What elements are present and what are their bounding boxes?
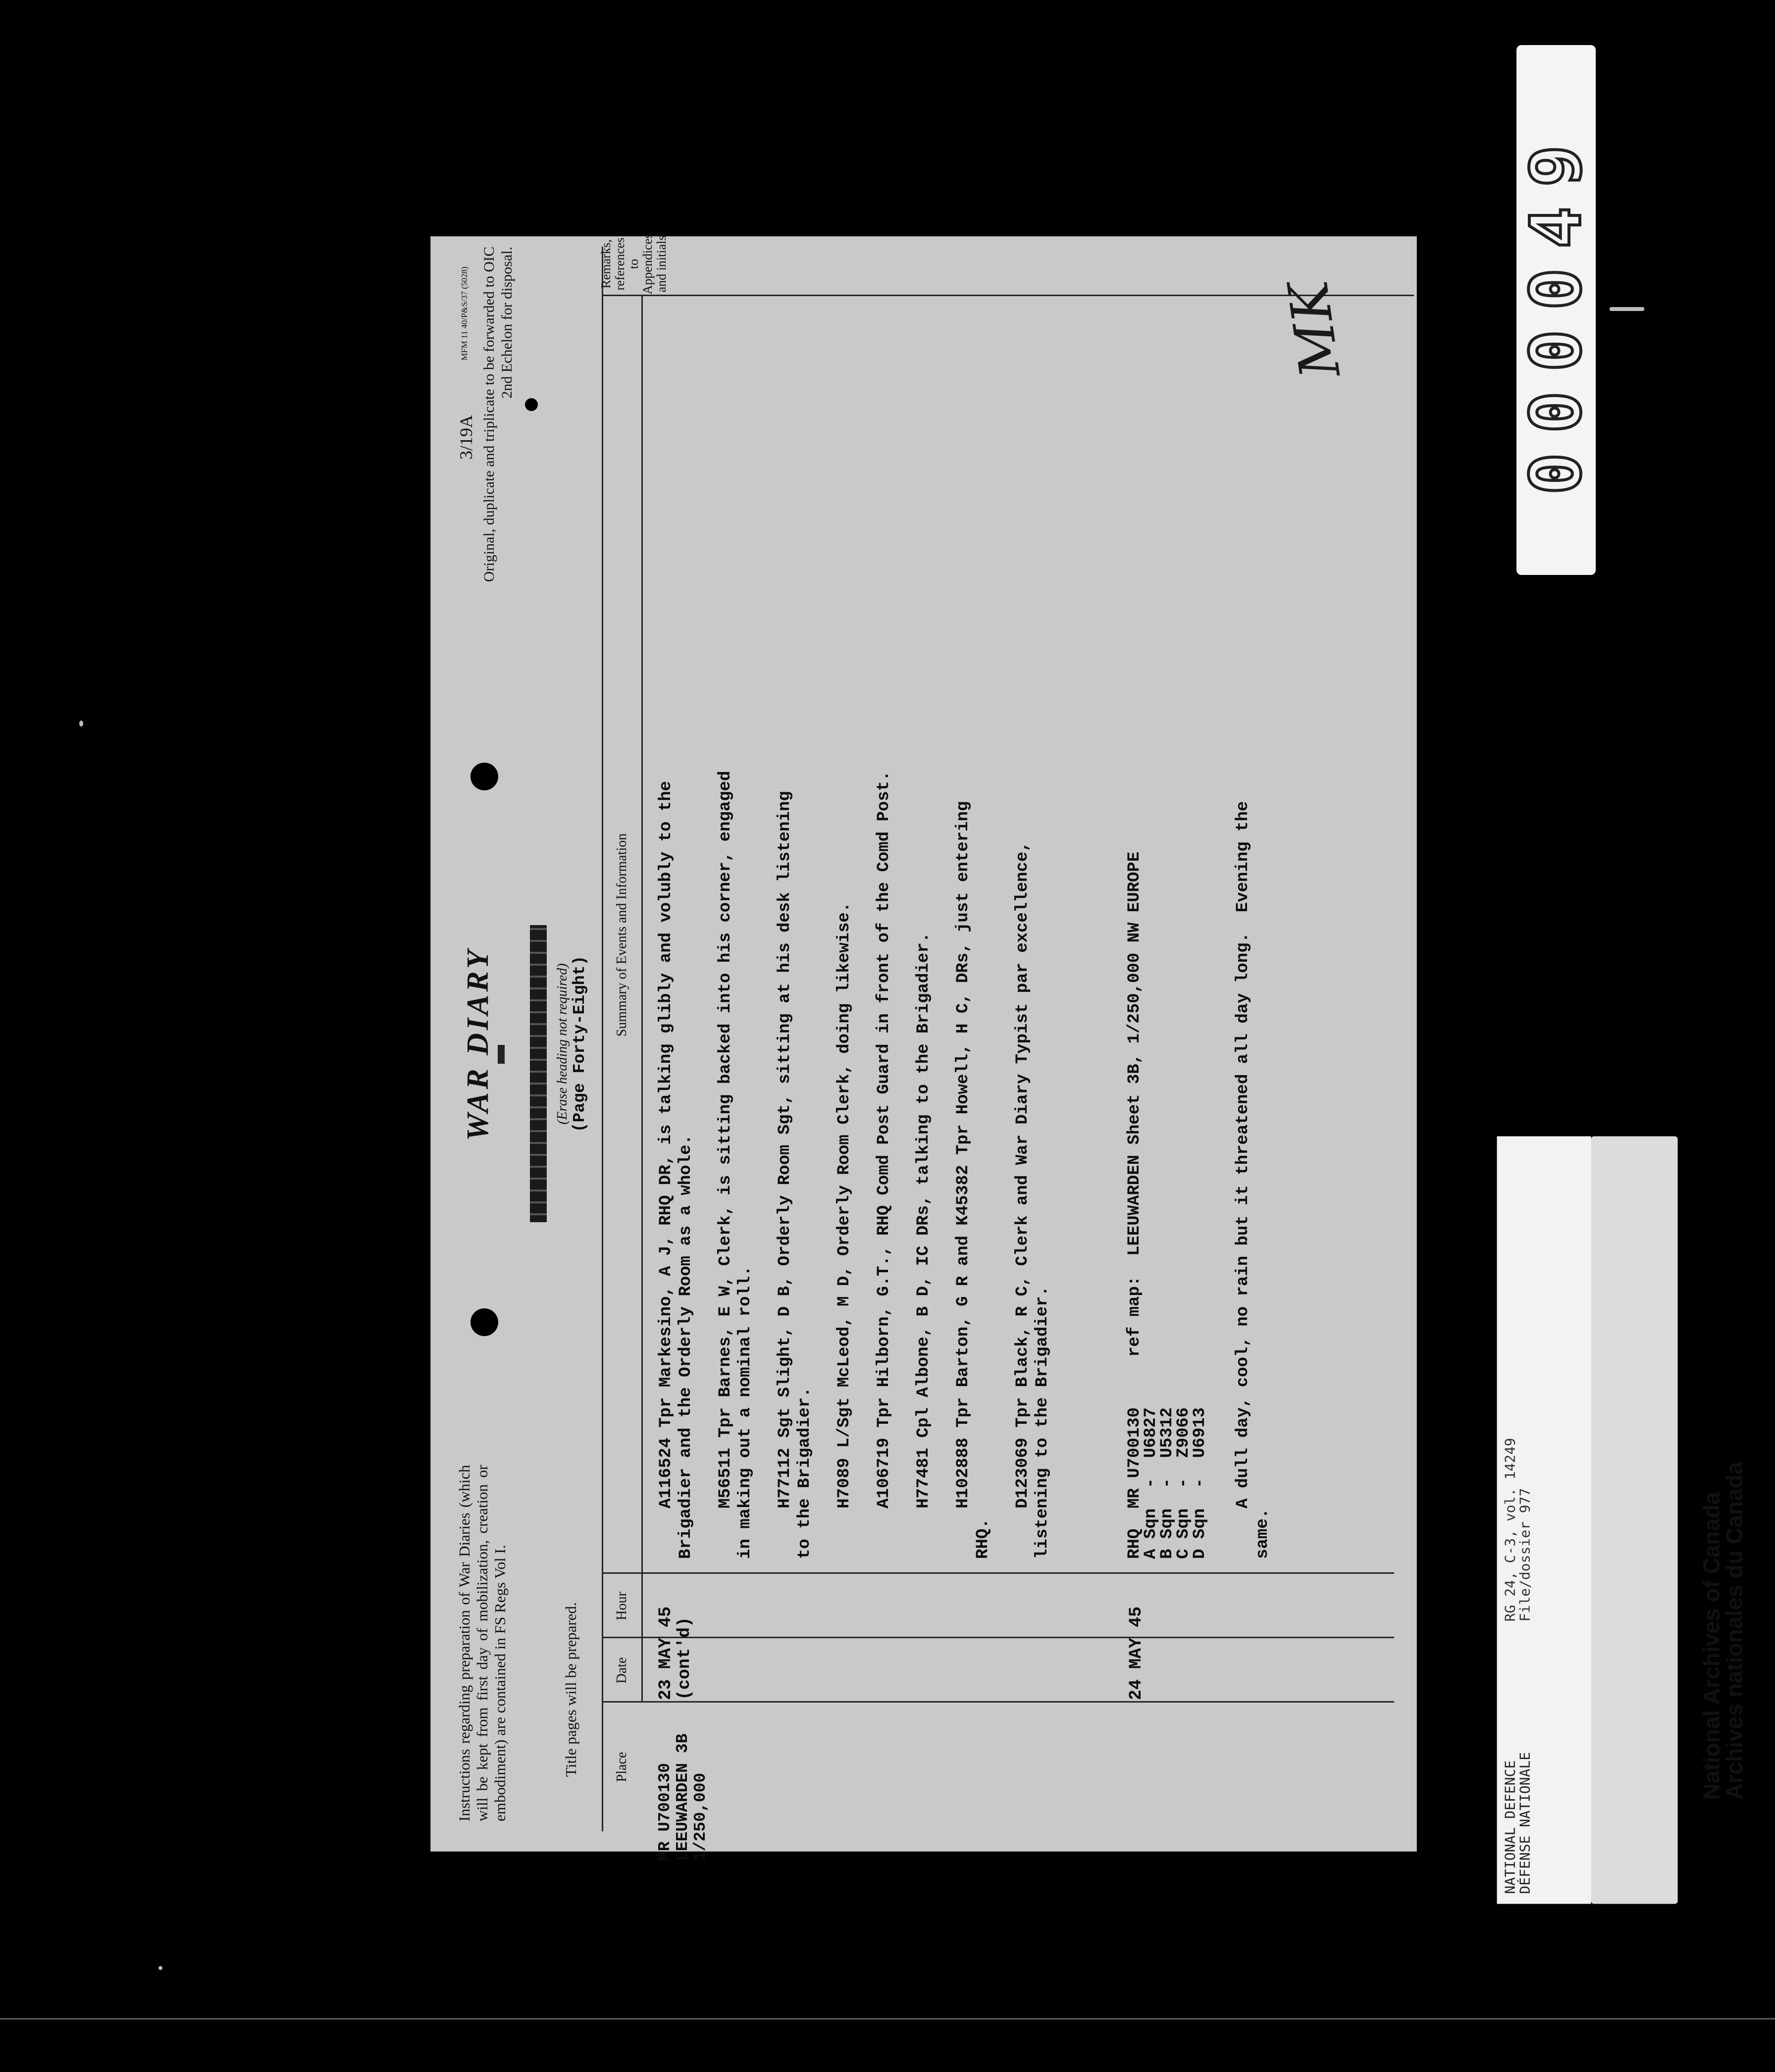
department-name: NATIONAL DEFENCE DÉFENSE NATIONALE	[1502, 1752, 1533, 1894]
original-copies-note: Original, duplicate and triplicate to be forwarded to OIC 2nd Echelon for disposal.	[481, 247, 515, 582]
title-pages-note: Title pages will be prepared.	[562, 1602, 579, 1777]
diary-entry: H102888 Tpr Barton, G R and K45382 Tpr Howell, H C, DRs, just entering RHQ.	[954, 801, 992, 1559]
diary-entry: H77112 Sgt Slight, D B, Orderly Room Sgt, sitting at his desk listening to the Brigadier.	[776, 791, 814, 1559]
war-diary-form	[431, 233, 1416, 1861]
punch-hole	[525, 398, 538, 411]
archive-name: National Archives of Canada Archives nationales du Canada	[1698, 1461, 1747, 1800]
column-header-summary: Summary of Events and Information	[614, 833, 629, 1037]
archive-name-panel	[1591, 1137, 1747, 1904]
column-header-hour: Hour	[614, 1592, 629, 1620]
map-reference-block: RHQ MR U700130 ref map: LEEUWARDEN Sheet 3B, 1/250,000 NW EUROPE A Sqn - U6827 B Sqn - U5312 C Sqn - Z9066 D Sqn - U6913	[1125, 851, 1209, 1559]
frame-number: 000049	[1515, 125, 1597, 495]
table-header-rule	[641, 296, 643, 1703]
punch-hole	[470, 1308, 498, 1336]
dust-speck	[79, 721, 83, 726]
diary-entry: A106719 Tpr Hilborn, G.T., RHQ Comd Post Guard in front of the Comd Post.	[875, 771, 893, 1559]
date-entry: 23 MAY 45 (cont'd)	[656, 1606, 694, 1700]
column-header-place: Place	[614, 1752, 629, 1782]
weather-entry: A dull day, cool, no rain but it threatened all day long. Evening the same.	[1234, 801, 1272, 1559]
date-entry: 24 MAY 45	[1126, 1606, 1146, 1700]
form-number: 3/19A	[456, 415, 476, 460]
place-entry: MR U700130 LEEUWARDEN 3B 1/250,000	[656, 1733, 710, 1861]
bottom-divider	[0, 2018, 1775, 2020]
erase-heading-note: (Erase heading not required)	[555, 963, 570, 1125]
form-instructions: Instructions regarding preparation of War Diaries (which will be kept from first day of mobilization, creation or embodiment) are contained in FS Regs Vol I.	[456, 1465, 509, 1821]
archive-label	[1497, 1137, 1747, 1904]
erased-heading-mark	[530, 925, 547, 1222]
diary-entry: D123069 Tpr Black, R C, Clerk and War Diary Typist par excellence, listening to the Brigadier.	[1013, 841, 1052, 1559]
page-number-label: (Page Forty-Eight)	[571, 955, 589, 1133]
dust-speck	[158, 1966, 162, 1970]
dust-speck	[1610, 307, 1644, 311]
place-column-rule	[602, 1701, 1394, 1703]
form-code: MFM 11 40/P&S/37 (5028)	[460, 266, 469, 361]
date-column-rule	[602, 1637, 1394, 1638]
column-header-remarks: Remarks, references to Appendices and initials	[599, 233, 669, 295]
hour-column-rule	[602, 1572, 1394, 1574]
frame-number-strip	[1516, 45, 1596, 575]
handwritten-initials: MK	[1276, 277, 1353, 382]
archive-reference-panel	[1497, 1137, 1591, 1904]
diary-entry: A116524 Tpr Markesino, A J, RHQ DR, is talking glibly and volubly to the Brigadier and the Orderly Room as a whole.	[657, 780, 695, 1559]
punch-hole	[470, 763, 498, 790]
diary-entry: H7089 L/Sgt McLeod, M D, Orderly Room Clerk, doing likewise.	[835, 902, 854, 1559]
diary-entry: M56511 Tpr Barnes, E W, Clerk, is sitting backed into his corner, engaged in making out a nominal roll.	[716, 771, 755, 1559]
erased-mark	[498, 1045, 505, 1064]
diary-entry: H77481 Cpl Albone, B D, IC DRs, talking to the Brigadier.	[914, 932, 933, 1559]
column-header-date: Date	[614, 1657, 629, 1684]
page-title: WAR DIARY	[461, 947, 495, 1141]
record-group-reference: RG 24, C-3, vol. 14249 File/dossier 977	[1502, 1438, 1533, 1622]
table-top-rule	[602, 247, 603, 1831]
